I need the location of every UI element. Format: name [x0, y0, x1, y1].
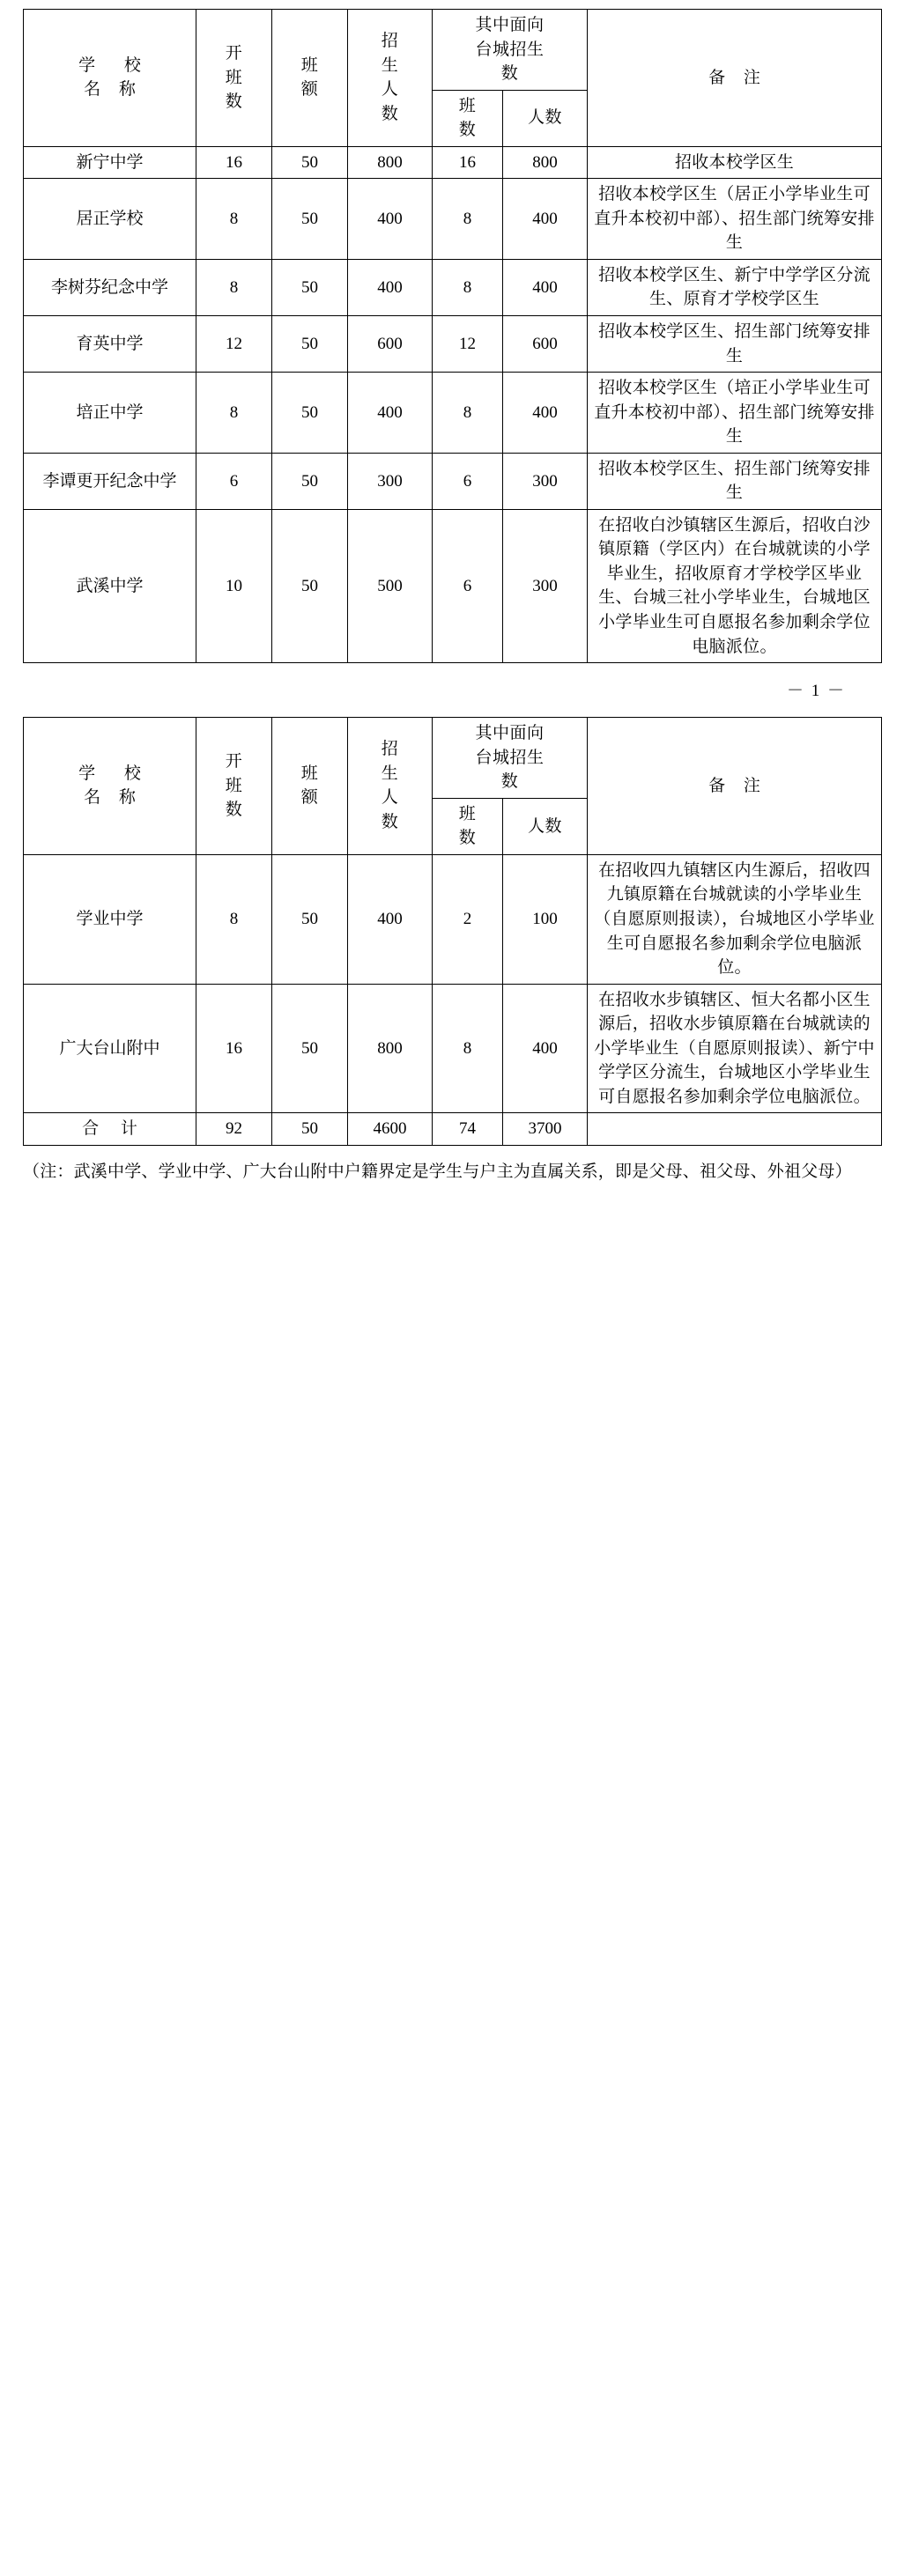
- cell-total-class-size: 50: [272, 1113, 348, 1146]
- table-row: [24, 146, 882, 179]
- table-row: [24, 179, 882, 260]
- table-row: [24, 453, 882, 509]
- cell-classes: 8: [196, 373, 272, 454]
- cell-classes: 12: [196, 316, 272, 373]
- cell-classes: 8: [196, 259, 272, 315]
- cell-school: 武溪中学: [24, 509, 196, 662]
- cell-sub-classes: 6: [433, 453, 503, 509]
- cell-classes: 8: [196, 179, 272, 260]
- table-row: [24, 509, 882, 662]
- cell-remark: 招收本校学区生（居正小学毕业生可直升本校初中部）、招生部门统筹安排生: [588, 179, 882, 260]
- cell-school: 李树芬纪念中学: [24, 259, 196, 315]
- cell-class-size: 50: [272, 259, 348, 315]
- cell-students: 400: [348, 179, 433, 260]
- cell-class-size: 50: [272, 854, 348, 984]
- header-school: 学 校 名 称: [24, 718, 196, 855]
- cell-total-sub-students: 3700: [503, 1113, 588, 1146]
- cell-school: 居正学校: [24, 179, 196, 260]
- table-row: [24, 259, 882, 315]
- cell-remark: 招收本校学区生、新宁中学学区分流生、原育才学校学区生: [588, 259, 882, 315]
- cell-students: 400: [348, 373, 433, 454]
- header-sub-students: 人数: [503, 798, 588, 854]
- cell-sub-classes: 8: [433, 259, 503, 315]
- cell-remark: 招收本校学区生（培正小学毕业生可直升本校初中部）、招生部门统筹安排生: [588, 373, 882, 454]
- cell-total-label: 合 计: [24, 1113, 196, 1146]
- table-row: [24, 373, 882, 454]
- table-row: [24, 316, 882, 373]
- cell-school: 培正中学: [24, 373, 196, 454]
- cell-class-size: 50: [272, 179, 348, 260]
- cell-students: 400: [348, 259, 433, 315]
- page-break-gap: [23, 701, 881, 717]
- header-sub-classes: 班 数: [433, 798, 503, 854]
- cell-sub-students: 100: [503, 854, 588, 984]
- cell-school: 育英中学: [24, 316, 196, 373]
- cell-remark: 在招收四九镇辖区内生源后，招收四九镇原籍在台城就读的小学毕业生（自愿原则报读），台城地区小学毕业生可自愿报名参加剩余学位电脑派位。: [588, 854, 882, 984]
- cell-classes: 8: [196, 854, 272, 984]
- cell-sub-students: 400: [503, 373, 588, 454]
- header-students: 招 生 人 数: [348, 718, 433, 855]
- cell-sub-students: 400: [503, 179, 588, 260]
- header-classes: 开 班 数: [196, 10, 272, 147]
- header-toward-taicheng: 其中面向 台城招生 数: [433, 718, 588, 799]
- table-header-row: [24, 10, 882, 91]
- cell-sub-classes: 16: [433, 146, 503, 179]
- header-class-size: 班 额: [272, 10, 348, 147]
- cell-total-remark: [588, 1113, 882, 1146]
- header-sub-classes: 班 数: [433, 90, 503, 146]
- cell-remark: 在招收白沙镇辖区生源后，招收白沙镇原籍（学区内）在台城就读的小学毕业生，招收原育才学校学区毕业生、台城三社小学毕业生，台城地区小学毕业生可自愿报名参加剩余学位电脑派位。: [588, 509, 882, 662]
- header-remark: 备 注: [588, 718, 882, 855]
- cell-classes: 10: [196, 509, 272, 662]
- header-toward-taicheng: 其中面向 台城招生 数: [433, 10, 588, 91]
- table-row: [24, 854, 882, 984]
- cell-sub-students: 600: [503, 316, 588, 373]
- cell-classes: 16: [196, 984, 272, 1113]
- cell-remark: 招收本校学区生、招生部门统筹安排生: [588, 316, 882, 373]
- table-footnote: （注：武溪中学、学业中学、广大台山附中户籍界定是学生与户主为直属关系，即是父母、祖父母、外祖父母）: [23, 1162, 852, 1181]
- cell-students: 400: [348, 854, 433, 984]
- cell-school: 李谭更开纪念中学: [24, 453, 196, 509]
- cell-students: 300: [348, 453, 433, 509]
- cell-remark: 招收本校学区生、招生部门统筹安排生: [588, 453, 882, 509]
- cell-students: 800: [348, 146, 433, 179]
- page-number: － 1 －: [786, 682, 846, 701]
- header-classes: 开 班 数: [196, 718, 272, 855]
- cell-students: 800: [348, 984, 433, 1113]
- cell-students: 600: [348, 316, 433, 373]
- header-sub-students: 人数: [503, 90, 588, 146]
- cell-total-classes: 92: [196, 1113, 272, 1146]
- cell-total-students: 4600: [348, 1113, 433, 1146]
- cell-sub-students: 300: [503, 509, 588, 662]
- cell-sub-classes: 8: [433, 373, 503, 454]
- cell-classes: 16: [196, 146, 272, 179]
- cell-remark: 招收本校学区生: [588, 146, 882, 179]
- cell-sub-classes: 6: [433, 509, 503, 662]
- cell-school: 新宁中学: [24, 146, 196, 179]
- document-page: [0, 0, 904, 1202]
- cell-class-size: 50: [272, 453, 348, 509]
- cell-school: 学业中学: [24, 854, 196, 984]
- header-remark: 备 注: [588, 10, 882, 147]
- cell-remark: 在招收水步镇辖区、恒大名都小区生源后，招收水步镇原籍在台城就读的小学毕业生（自愿原则报读）、新宁中学学区分流生，台城地区小学毕业生可自愿报名参加剩余学位电脑派位。: [588, 984, 882, 1113]
- enrollment-table-page1: [23, 9, 882, 663]
- cell-school: 广大台山附中: [24, 984, 196, 1113]
- table-row: [24, 984, 882, 1113]
- cell-sub-classes: 8: [433, 179, 503, 260]
- cell-sub-students: 400: [503, 984, 588, 1113]
- cell-sub-classes: 2: [433, 854, 503, 984]
- cell-students: 500: [348, 509, 433, 662]
- cell-classes: 6: [196, 453, 272, 509]
- cell-sub-classes: 8: [433, 984, 503, 1113]
- header-students: 招 生 人 数: [348, 10, 433, 147]
- cell-total-sub-classes: 74: [433, 1113, 503, 1146]
- table-header-row: [24, 718, 882, 799]
- enrollment-table-page2: [23, 717, 882, 1146]
- cell-class-size: 50: [272, 984, 348, 1113]
- cell-sub-students: 800: [503, 146, 588, 179]
- cell-class-size: 50: [272, 146, 348, 179]
- header-class-size: 班 额: [272, 718, 348, 855]
- cell-class-size: 50: [272, 509, 348, 662]
- cell-class-size: 50: [272, 316, 348, 373]
- cell-sub-classes: 12: [433, 316, 503, 373]
- cell-sub-students: 300: [503, 453, 588, 509]
- table-total-row: [24, 1113, 882, 1146]
- header-school: 学 校 名 称: [24, 10, 196, 147]
- cell-class-size: 50: [272, 373, 348, 454]
- cell-sub-students: 400: [503, 259, 588, 315]
